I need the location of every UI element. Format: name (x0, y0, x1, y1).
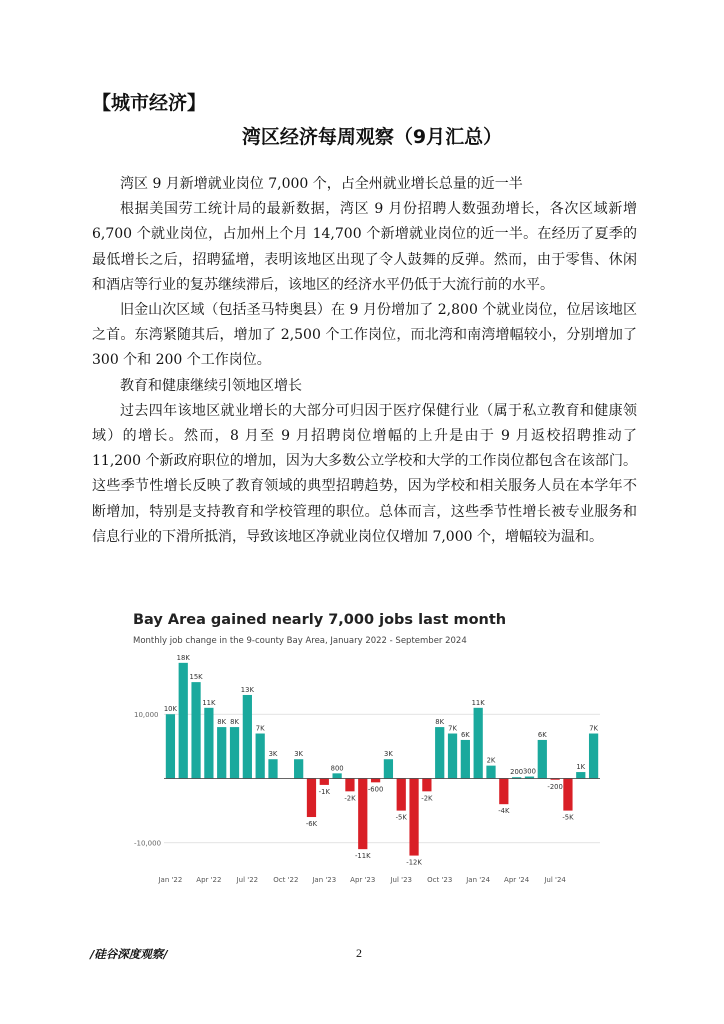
data-label: -1K (318, 787, 330, 796)
data-label: -11K (354, 852, 371, 861)
bar (333, 773, 342, 778)
bar (191, 682, 200, 778)
y-tick-label: 10,000 (134, 711, 159, 720)
bar (204, 708, 213, 779)
bar (576, 772, 585, 778)
bar (409, 778, 418, 855)
bar (166, 714, 175, 778)
data-label: -600 (367, 785, 384, 794)
bar (268, 759, 277, 778)
page-title: 湾区经济每周观察（9月汇总） (241, 126, 503, 148)
jobs-chart (130, 610, 610, 890)
page-number: 2 (356, 946, 362, 960)
data-label: 13K (240, 685, 254, 694)
footer-publication: /硅谷深度观察/ (90, 947, 168, 961)
x-tick-label: Jan '22 (158, 876, 183, 884)
bar (179, 663, 188, 779)
article-body (92, 172, 637, 550)
chart-subtitle: Monthly job change in the 9-county Bay Area, January 2022 - September 2024 (133, 636, 467, 646)
x-tick-label: Jul '24 (544, 876, 566, 884)
x-tick-label: Jan '24 (466, 876, 491, 884)
bar (563, 778, 572, 810)
data-label: -6K (305, 820, 318, 829)
x-tick-label: Jul '22 (236, 876, 259, 884)
data-label: 15K (189, 673, 203, 682)
data-label: 800 (330, 764, 344, 773)
data-label: 10K (163, 705, 177, 714)
data-label: 11K (202, 698, 216, 707)
x-tick-label: Jul '23 (390, 876, 412, 884)
data-label: -12K (406, 858, 422, 867)
bar (243, 695, 252, 779)
data-label: -5K (562, 813, 574, 822)
bar (397, 778, 406, 810)
data-label: -200 (547, 782, 563, 791)
paragraph: 过去四年该地区就业增长的大部分可归因于医疗保健行业（属于私立教育和健康领域）的增长。然而，8 月至 9 月招聘岗位增幅的上升是由于 9 月返校招聘推动了 11,200 个新政府职位的增加，因为大多数公立学校和大学的工作岗位都包含在该部门。这些季节性增长反映了教育领域的典型招聘趋势，因为学校和相关服务人员在本学年不断增加，特别是支持教育和学校管理的职位。总体而言，这些季节性增长被专业服务和信息行业的下滑所抵消，导致该地区净就业岗位仅增加 7,000 个，增幅较为温和。 (92, 402, 637, 545)
data-label: -4K (498, 807, 510, 816)
bar (345, 778, 354, 791)
data-label: -2K (421, 794, 433, 803)
data-label: 7K (448, 724, 457, 733)
paragraph: 根据美国劳工统计局的最新数据，湾区 9 月份招聘人数强劲增长，各次区域新增 6,700 个就业岗位，占加州上个月 14,700 个新增就业岗位的近一半。在经历了夏季的最低增长之后，招聘猛增，表明该地区出现了令人鼓舞的反弹。然而，由于零售、休闲和酒店等行业的复苏继续滞后，该地区的经济水平仍低于大流行前的水平。 (92, 201, 637, 293)
bar (256, 734, 265, 779)
bar (538, 740, 547, 779)
bar (384, 759, 393, 778)
y-tick-label: -10,000 (134, 839, 162, 848)
paragraph-headline: 湾区 9 月新增就业岗位 7,000 个，占全州就业增长总量的近一半 (120, 176, 523, 192)
data-label: 6K (537, 730, 547, 739)
data-label: 300 (522, 767, 536, 776)
bar (320, 778, 329, 784)
bar (294, 759, 303, 778)
data-label: 7K (589, 724, 598, 733)
data-label: 8K (230, 718, 239, 727)
bar (307, 778, 316, 817)
data-label: -5K (395, 813, 407, 822)
data-label: 7K (255, 724, 265, 733)
bar (230, 727, 239, 778)
data-label: 11K (471, 698, 485, 707)
data-label: 8K (435, 718, 445, 727)
x-tick-label: Apr '23 (350, 876, 376, 884)
data-label: 3K (294, 750, 304, 759)
chart-title: Bay Area gained nearly 7,000 jobs last month (133, 612, 507, 628)
bar (499, 778, 508, 804)
bar (474, 708, 483, 779)
bar (422, 778, 431, 791)
data-label: 3K (384, 750, 393, 759)
x-tick-label: Oct '22 (273, 876, 299, 884)
x-tick-label: Jan '23 (312, 876, 337, 884)
bar (448, 734, 457, 779)
data-label: 2K (486, 756, 496, 765)
data-label: -2K (344, 794, 356, 803)
data-label: 6K (460, 730, 470, 739)
paragraph-subheading: 教育和健康继续引领地区增长 (120, 377, 302, 394)
chart-svg (130, 610, 610, 890)
bar (358, 778, 367, 849)
x-tick-label: Oct '23 (427, 876, 453, 884)
x-tick-label: Apr '22 (196, 876, 222, 884)
bar (371, 778, 380, 782)
section-tag: 【城市经济】 (92, 92, 207, 114)
bar (435, 727, 444, 778)
data-label: 1K (576, 763, 586, 772)
data-label: 18K (176, 653, 190, 662)
x-tick-label: Apr '24 (504, 876, 530, 884)
bar (486, 766, 495, 779)
data-label: 8K (217, 718, 227, 727)
bar (589, 734, 598, 779)
bar (217, 727, 226, 778)
data-label: 3K (268, 750, 278, 759)
paragraph: 旧金山次区域（包括圣马特奥县）在 9 月份增加了 2,800 个就业岗位，位居该地区之首。东湾紧随其后，增加了 2,500 个工作岗位，而北湾和南湾增幅较小，分别增加了 300 个和 200 个工作岗位。 (92, 302, 637, 369)
bar (461, 740, 470, 779)
data-label: 200 (510, 768, 524, 777)
